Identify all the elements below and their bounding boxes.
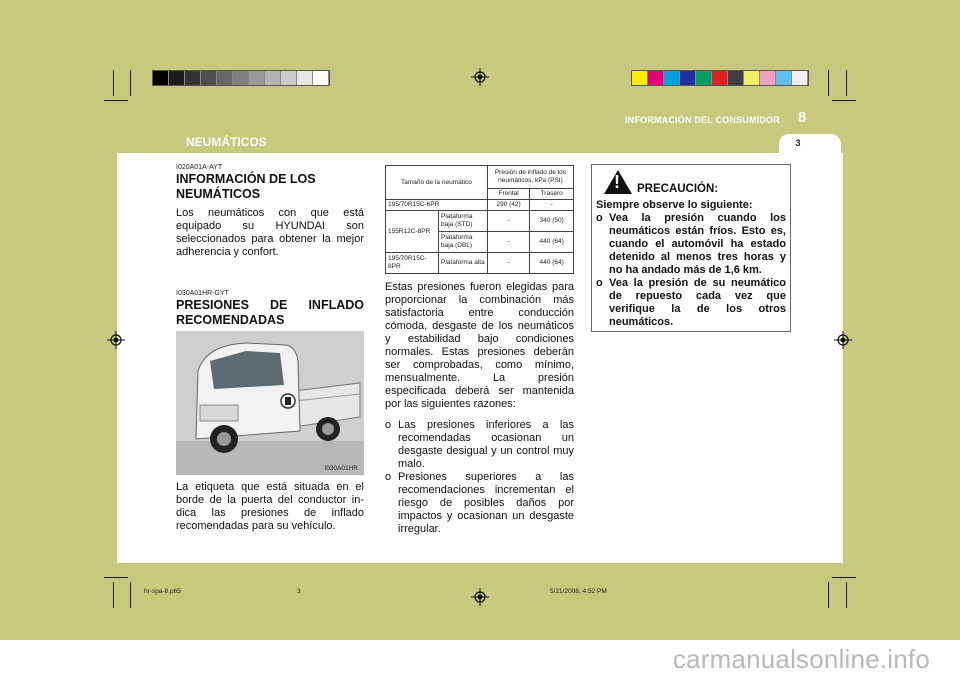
crop-mark <box>832 100 856 101</box>
bullet: o <box>385 471 392 483</box>
chapter-number: 8 <box>798 109 807 126</box>
table-header-pressure: Presión de inflado de los neumáticos, kPa (PSI) <box>487 166 573 189</box>
pressure-explanation: Estas presiones fueron elegidas para proporcionar la combinación más satisfactoria entre conducción cómoda, desgaste de los neumáticos y estabilidad bajo condiciones normales. Estas presiones deberán ser comprobadas, como mínimo, mensualmente. La presión especificada deberá ser mantenida por las siguientes razones: <box>385 281 574 410</box>
tire-info-text: Los neumáticos con que está equipado su HYUNDAI son seleccionados para obtener la mejor adherencia y confort. <box>176 207 364 258</box>
footer-filename: hr-spa-8.p65 <box>144 588 181 595</box>
color-swatch <box>712 71 728 85</box>
registration-mark-icon <box>107 331 125 349</box>
color-swatch <box>632 71 648 85</box>
caution-item-text: Vea la presión cuando los neumáticos están fríos. Esto es, cuando el automóvil ha estado detenido al menos tres horas y no ha andado más de 1,6 km. <box>609 212 786 276</box>
caution-text <box>596 199 786 329</box>
truck-photo <box>176 331 364 475</box>
table-cell-platform: Plataforma baja (STD) <box>439 211 488 232</box>
section-title: NEUMÁTICOS <box>186 135 267 149</box>
color-swatch <box>664 71 680 85</box>
table-cell-size: 195/70R15C-6PR <box>386 200 488 211</box>
color-bar <box>631 70 809 86</box>
footer-page: 3 <box>297 588 301 595</box>
color-swatch <box>776 71 792 85</box>
caution-item-text: Vea la presión de su neumático de repuesto cada vez que verifique la de los otros neumáticos. <box>609 277 786 328</box>
watermark: carmanualsonline.info <box>672 644 930 674</box>
color-swatch <box>696 71 712 85</box>
color-swatch <box>153 71 169 85</box>
registration-mark-icon <box>471 588 489 606</box>
table-header-rear: Trasero <box>530 189 574 200</box>
color-swatch <box>680 71 696 85</box>
grayscale-bar <box>152 70 330 86</box>
caution-intro: Siempre observe lo siguiente: <box>596 199 753 211</box>
caution-title: PRECAUCIÓN: <box>637 183 719 195</box>
crop-mark <box>113 582 114 608</box>
footer-date: 5/21/2008, 4:52 PM <box>550 588 607 595</box>
table-cell-rear: 340 (50) <box>530 211 574 232</box>
section-code: I020A01A-AYT <box>176 164 223 171</box>
heading-tire-info: INFORMACIÓN DE LOS NEUMÁTICOS <box>176 172 316 201</box>
crop-mark <box>828 70 829 96</box>
registration-mark-icon <box>834 331 852 349</box>
crop-mark <box>104 100 128 101</box>
table-row <box>386 211 574 232</box>
crop-mark <box>846 70 847 96</box>
table-cell-rear: - <box>530 200 574 211</box>
color-swatch <box>249 71 265 85</box>
table-cell-size: 195/70R15C-8PR <box>386 253 439 274</box>
bullet: o <box>385 419 392 431</box>
crop-mark <box>104 577 128 578</box>
bullet: o <box>596 277 603 289</box>
table-cell-rear: 440 (64) <box>530 253 574 274</box>
heading-pressure: PRESIONES DE INFLADO RECOMENDADAS <box>176 298 364 327</box>
table-cell-front: - <box>487 211 529 232</box>
table-cell-platform: Plataforma baja (DBL) <box>439 232 488 253</box>
chapter-title: INFORMACIÓN DEL CONSUMIDOR <box>624 115 780 125</box>
color-swatch <box>792 71 808 85</box>
label-text: La etiqueta que está situada en el borde de la puerta del conductor in-dica las presiones de inflado recomendadas para su vehículo. <box>176 481 364 532</box>
table-cell-front: - <box>487 232 529 253</box>
table-row <box>386 253 574 274</box>
table-cell-size: 155R12C-8PR <box>386 211 439 253</box>
caution-item <box>596 212 786 277</box>
caution-item <box>596 277 786 329</box>
color-swatch <box>265 71 281 85</box>
crop-mark <box>832 577 856 578</box>
color-swatch <box>233 71 249 85</box>
list-item-text: Presiones superiores a las recomendaciones incrementan el riesgo de posibles daños por impactos y ocasionan un desgaste irregular. <box>398 471 574 535</box>
crop-mark <box>130 70 131 96</box>
crop-mark <box>113 70 114 96</box>
color-swatch <box>744 71 760 85</box>
crop-mark <box>130 582 131 608</box>
list-item-text: Las presiones inferiores a las recomendadas ocasionan un desgaste desigual y un control muy malo. <box>398 419 574 470</box>
table-cell-front: 290 (42) <box>487 200 529 211</box>
tire-pressure-table <box>385 165 574 274</box>
table-cell-platform: Plataforma alta <box>439 253 488 274</box>
photo-caption: I030A01HR <box>324 465 358 472</box>
color-swatch <box>201 71 217 85</box>
color-swatch <box>169 71 185 85</box>
table-cell-rear: 440 (64) <box>530 232 574 253</box>
registration-mark-icon <box>471 68 489 86</box>
crop-mark <box>828 582 829 608</box>
table-header-size: Tamaño de la neumático <box>386 166 488 200</box>
crop-mark <box>846 582 847 608</box>
table-cell-front: - <box>487 253 529 274</box>
list-item <box>385 471 574 536</box>
color-swatch <box>297 71 313 85</box>
color-swatch <box>217 71 233 85</box>
table-row <box>386 200 574 211</box>
color-swatch <box>185 71 201 85</box>
page-number: 3 <box>795 138 801 148</box>
color-swatch <box>760 71 776 85</box>
section-code: I030A01HR-GYT <box>176 290 229 297</box>
color-swatch <box>728 71 744 85</box>
table-header-front: Frontal <box>487 189 529 200</box>
color-swatch <box>313 71 329 85</box>
exclamation-icon: ! <box>614 172 620 192</box>
reasons-list <box>385 419 574 536</box>
bullet: o <box>596 212 603 224</box>
color-swatch <box>281 71 297 85</box>
list-item <box>385 419 574 471</box>
color-swatch <box>648 71 664 85</box>
truck-illustration-icon <box>176 331 364 475</box>
